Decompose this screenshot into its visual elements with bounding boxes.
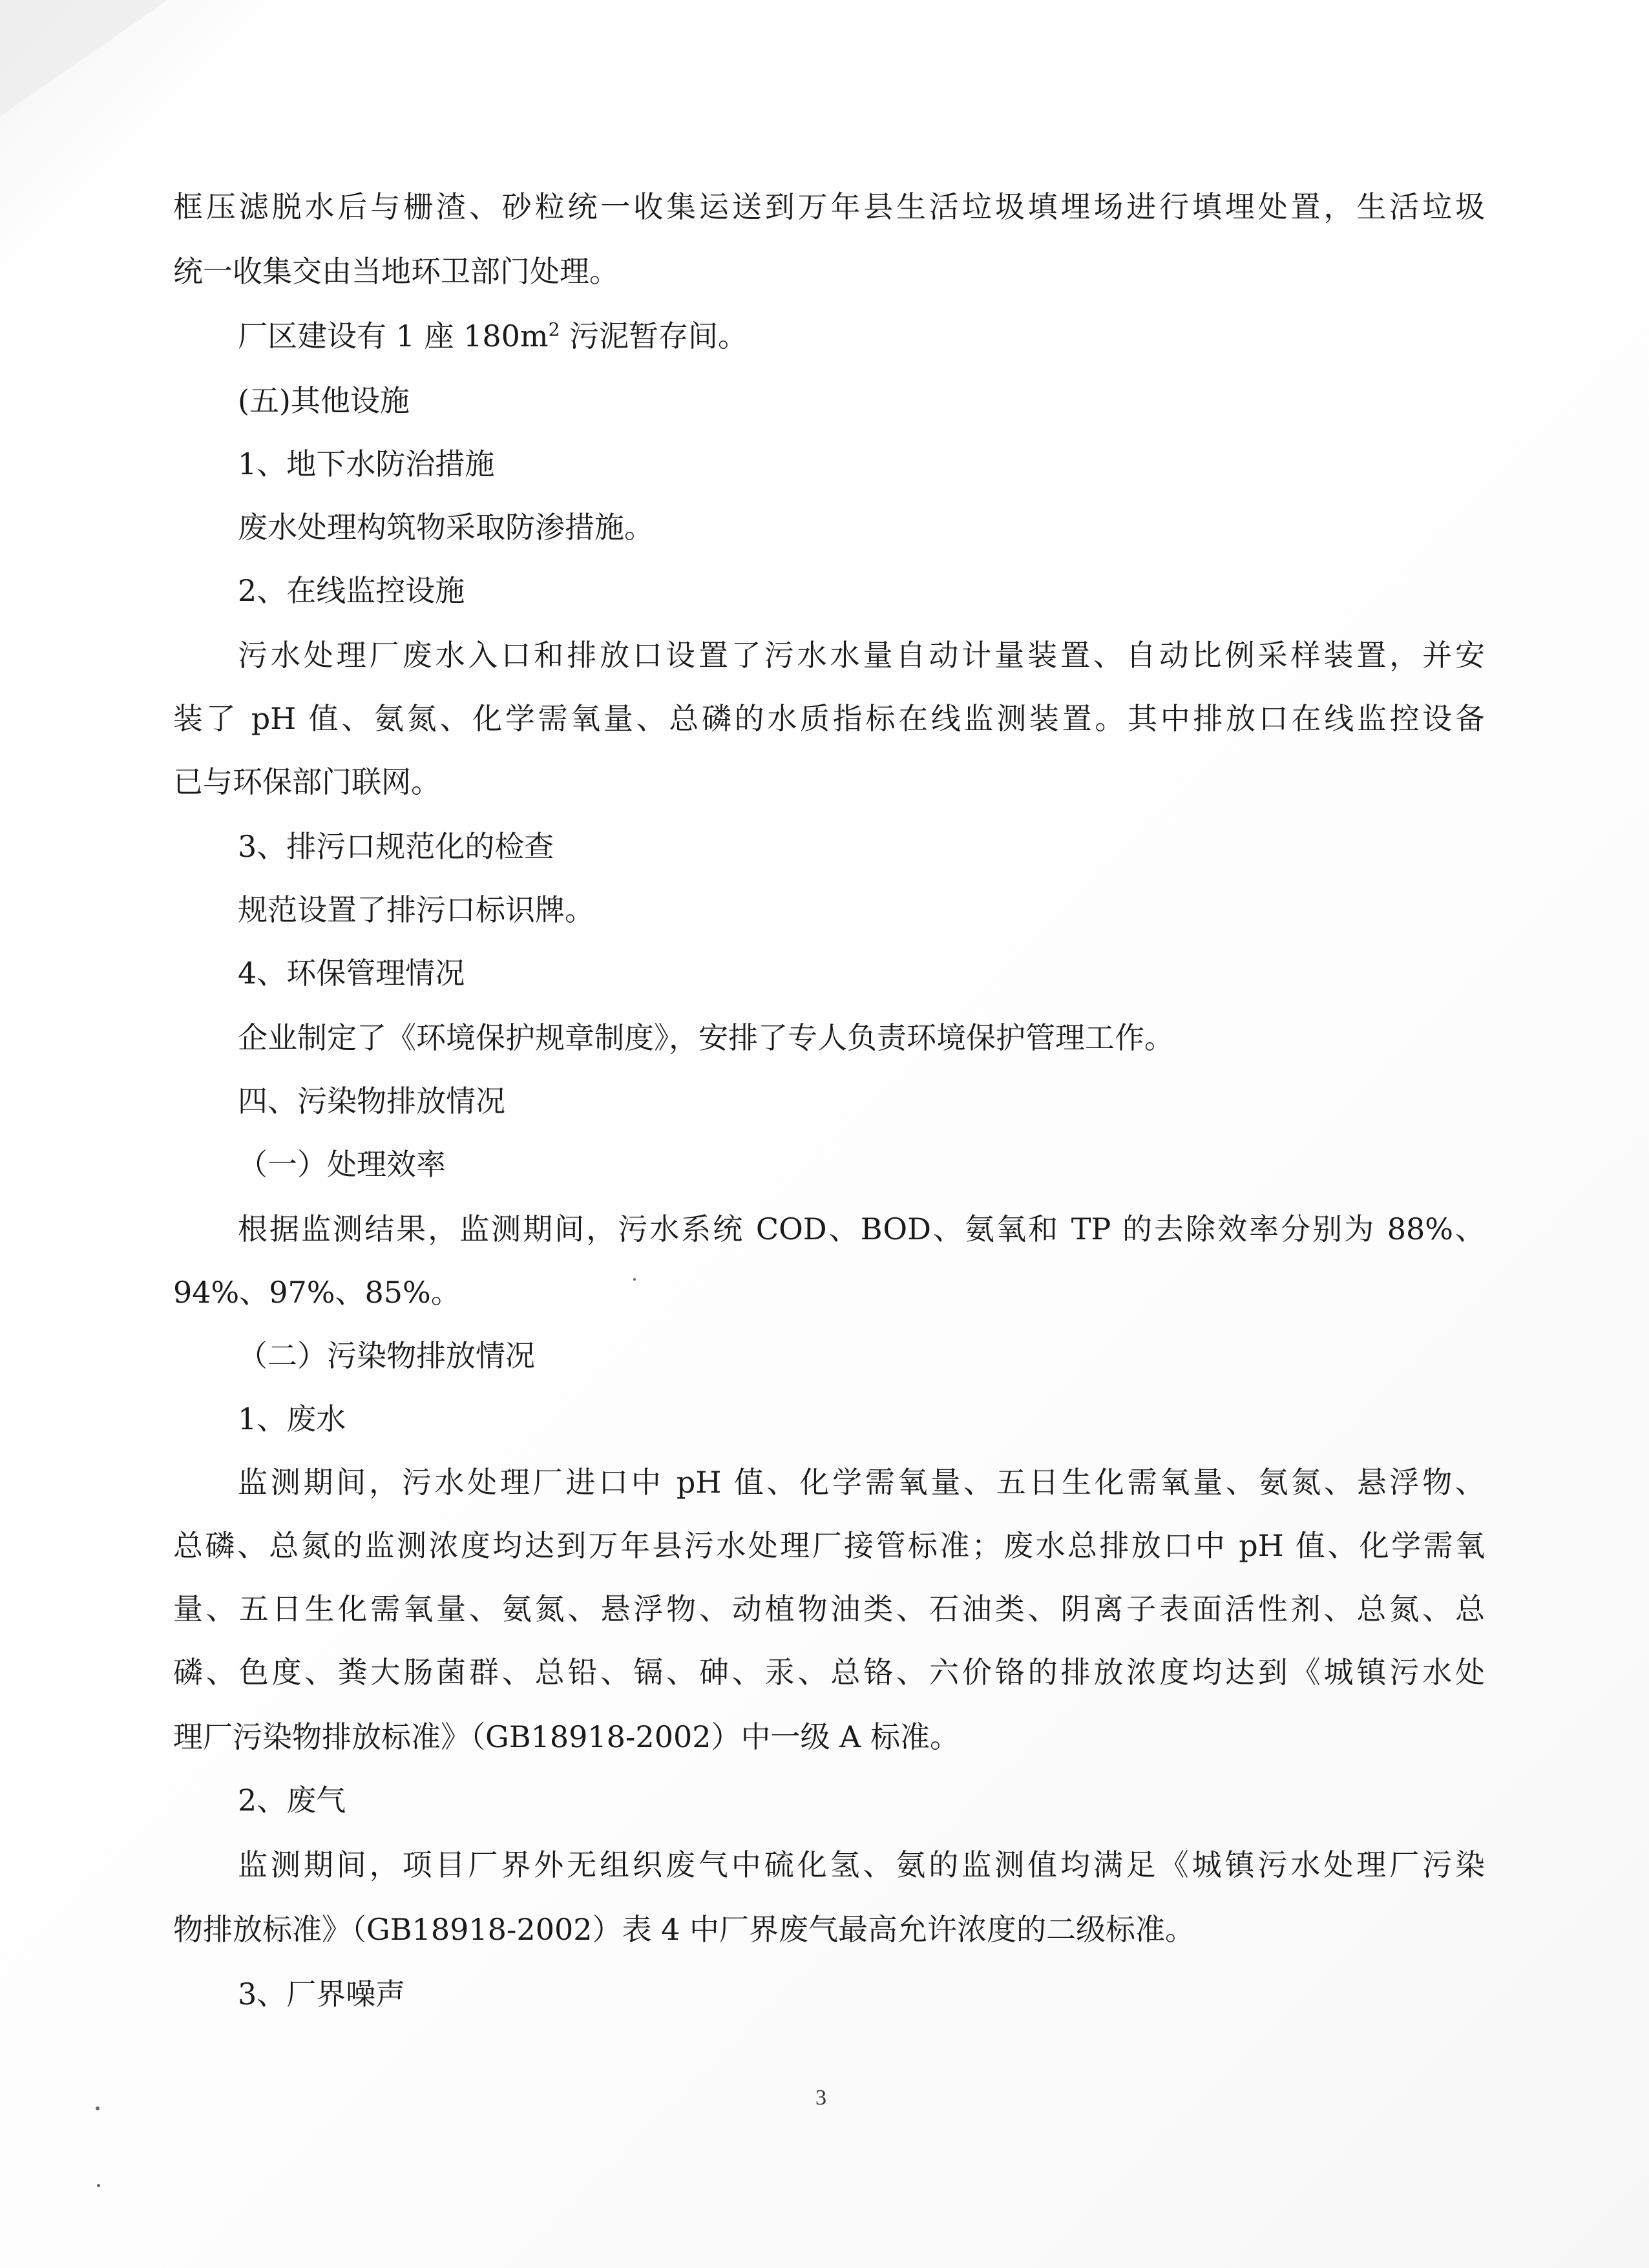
text-line: 污水处理厂废水入口和排放口设置了污水水量自动计量装置、自动比例采样装置，并安 — [238, 638, 1485, 673]
scan-speck — [97, 2184, 100, 2187]
section-heading: 四、污染物排放情况 — [238, 1084, 505, 1118]
text-line: 根据监测结果，监测期间，污水系统 COD、BOD、氨氧和 TP 的去除效率分别为 88%、 — [238, 1212, 1485, 1246]
subsection-heading: 4、环保管理情况 — [238, 956, 465, 991]
text-line: 装了 pH 值、氨氮、化学需氧量、总磷的水质指标在线监测装置。其中排放口在线监控设备 — [173, 701, 1485, 736]
text-line: 监测期间，项目厂界外无组织废气中硫化氢、氨的监测值均满足《城镇污水处理厂污染 — [238, 1847, 1485, 1882]
subsection-heading: （一）处理效率 — [238, 1147, 446, 1182]
text-line: 总磷、总氮的监测浓度均达到万年县污水处理厂接管标准；废水总排放口中 pH 值、化学需氧 — [173, 1528, 1485, 1563]
subsection-heading: 2、废气 — [238, 1783, 346, 1818]
text-line: 废水处理构筑物采取防渗措施。 — [238, 510, 654, 545]
subsection-heading: 3、厂界噪声 — [238, 1977, 406, 2011]
text-line: 统一收集交由当地环卫部门处理。 — [173, 254, 619, 289]
page-number: 3 — [815, 2086, 826, 2110]
subsection-heading: 3、排污口规范化的检查 — [238, 829, 554, 864]
subsection-heading: 1、地下水防治措施 — [238, 446, 495, 481]
subsection-heading: 1、废水 — [238, 1402, 346, 1436]
scan-speck — [633, 1278, 636, 1281]
text-line: 已与环保部门联网。 — [173, 764, 441, 799]
text-line: 量、五日生化需氧量、氨氮、悬浮物、动植物油类、石油类、阴离子表面活性剂、总氮、总 — [173, 1591, 1485, 1626]
superscript: 2 — [548, 319, 560, 341]
text-fragment: 厂区建设有 1 座 180m — [238, 319, 549, 353]
text-line — [238, 317, 748, 355]
subsection-heading: （二）污染物排放情况 — [238, 1338, 535, 1373]
text-line: 物排放标准》（GB18918-2002）表 4 中厂界废气最高允许浓度的二级标准。 — [173, 1912, 1195, 1947]
subsection-heading: 2、在线监控设施 — [238, 573, 465, 608]
text-line: 规范设置了排污口标识牌。 — [238, 892, 594, 927]
scan-speck — [96, 2106, 100, 2110]
text-line: 磷、色度、粪大肠菌群、总铅、镉、砷、汞、总铬、六价铬的排放浓度均达到《城镇污水处 — [173, 1655, 1485, 1690]
text-line: 94%、97%、85%。 — [173, 1275, 461, 1310]
text-line: 理厂污染物排放标准》（GB18918-2002）中一级 A 标准。 — [173, 1719, 960, 1754]
text-line: 企业制定了《环境保护规章制度》，安排了专人负责环境保护管理工作。 — [238, 1020, 1174, 1055]
text-line: 框压滤脱水后与栅渣、砂粒统一收集运送到万年县生活垃圾填埋场进行填埋处置，生活垃圾 — [173, 189, 1485, 224]
scan-corner-shadow — [0, 0, 168, 116]
section-heading: (五)其他设施 — [238, 383, 410, 418]
text-fragment: 污泥暂存间。 — [560, 319, 748, 353]
text-line: 监测期间，污水处理厂进口中 pH 值、化学需氧量、五日生化需氧量、氨氮、悬浮物、 — [238, 1465, 1485, 1500]
